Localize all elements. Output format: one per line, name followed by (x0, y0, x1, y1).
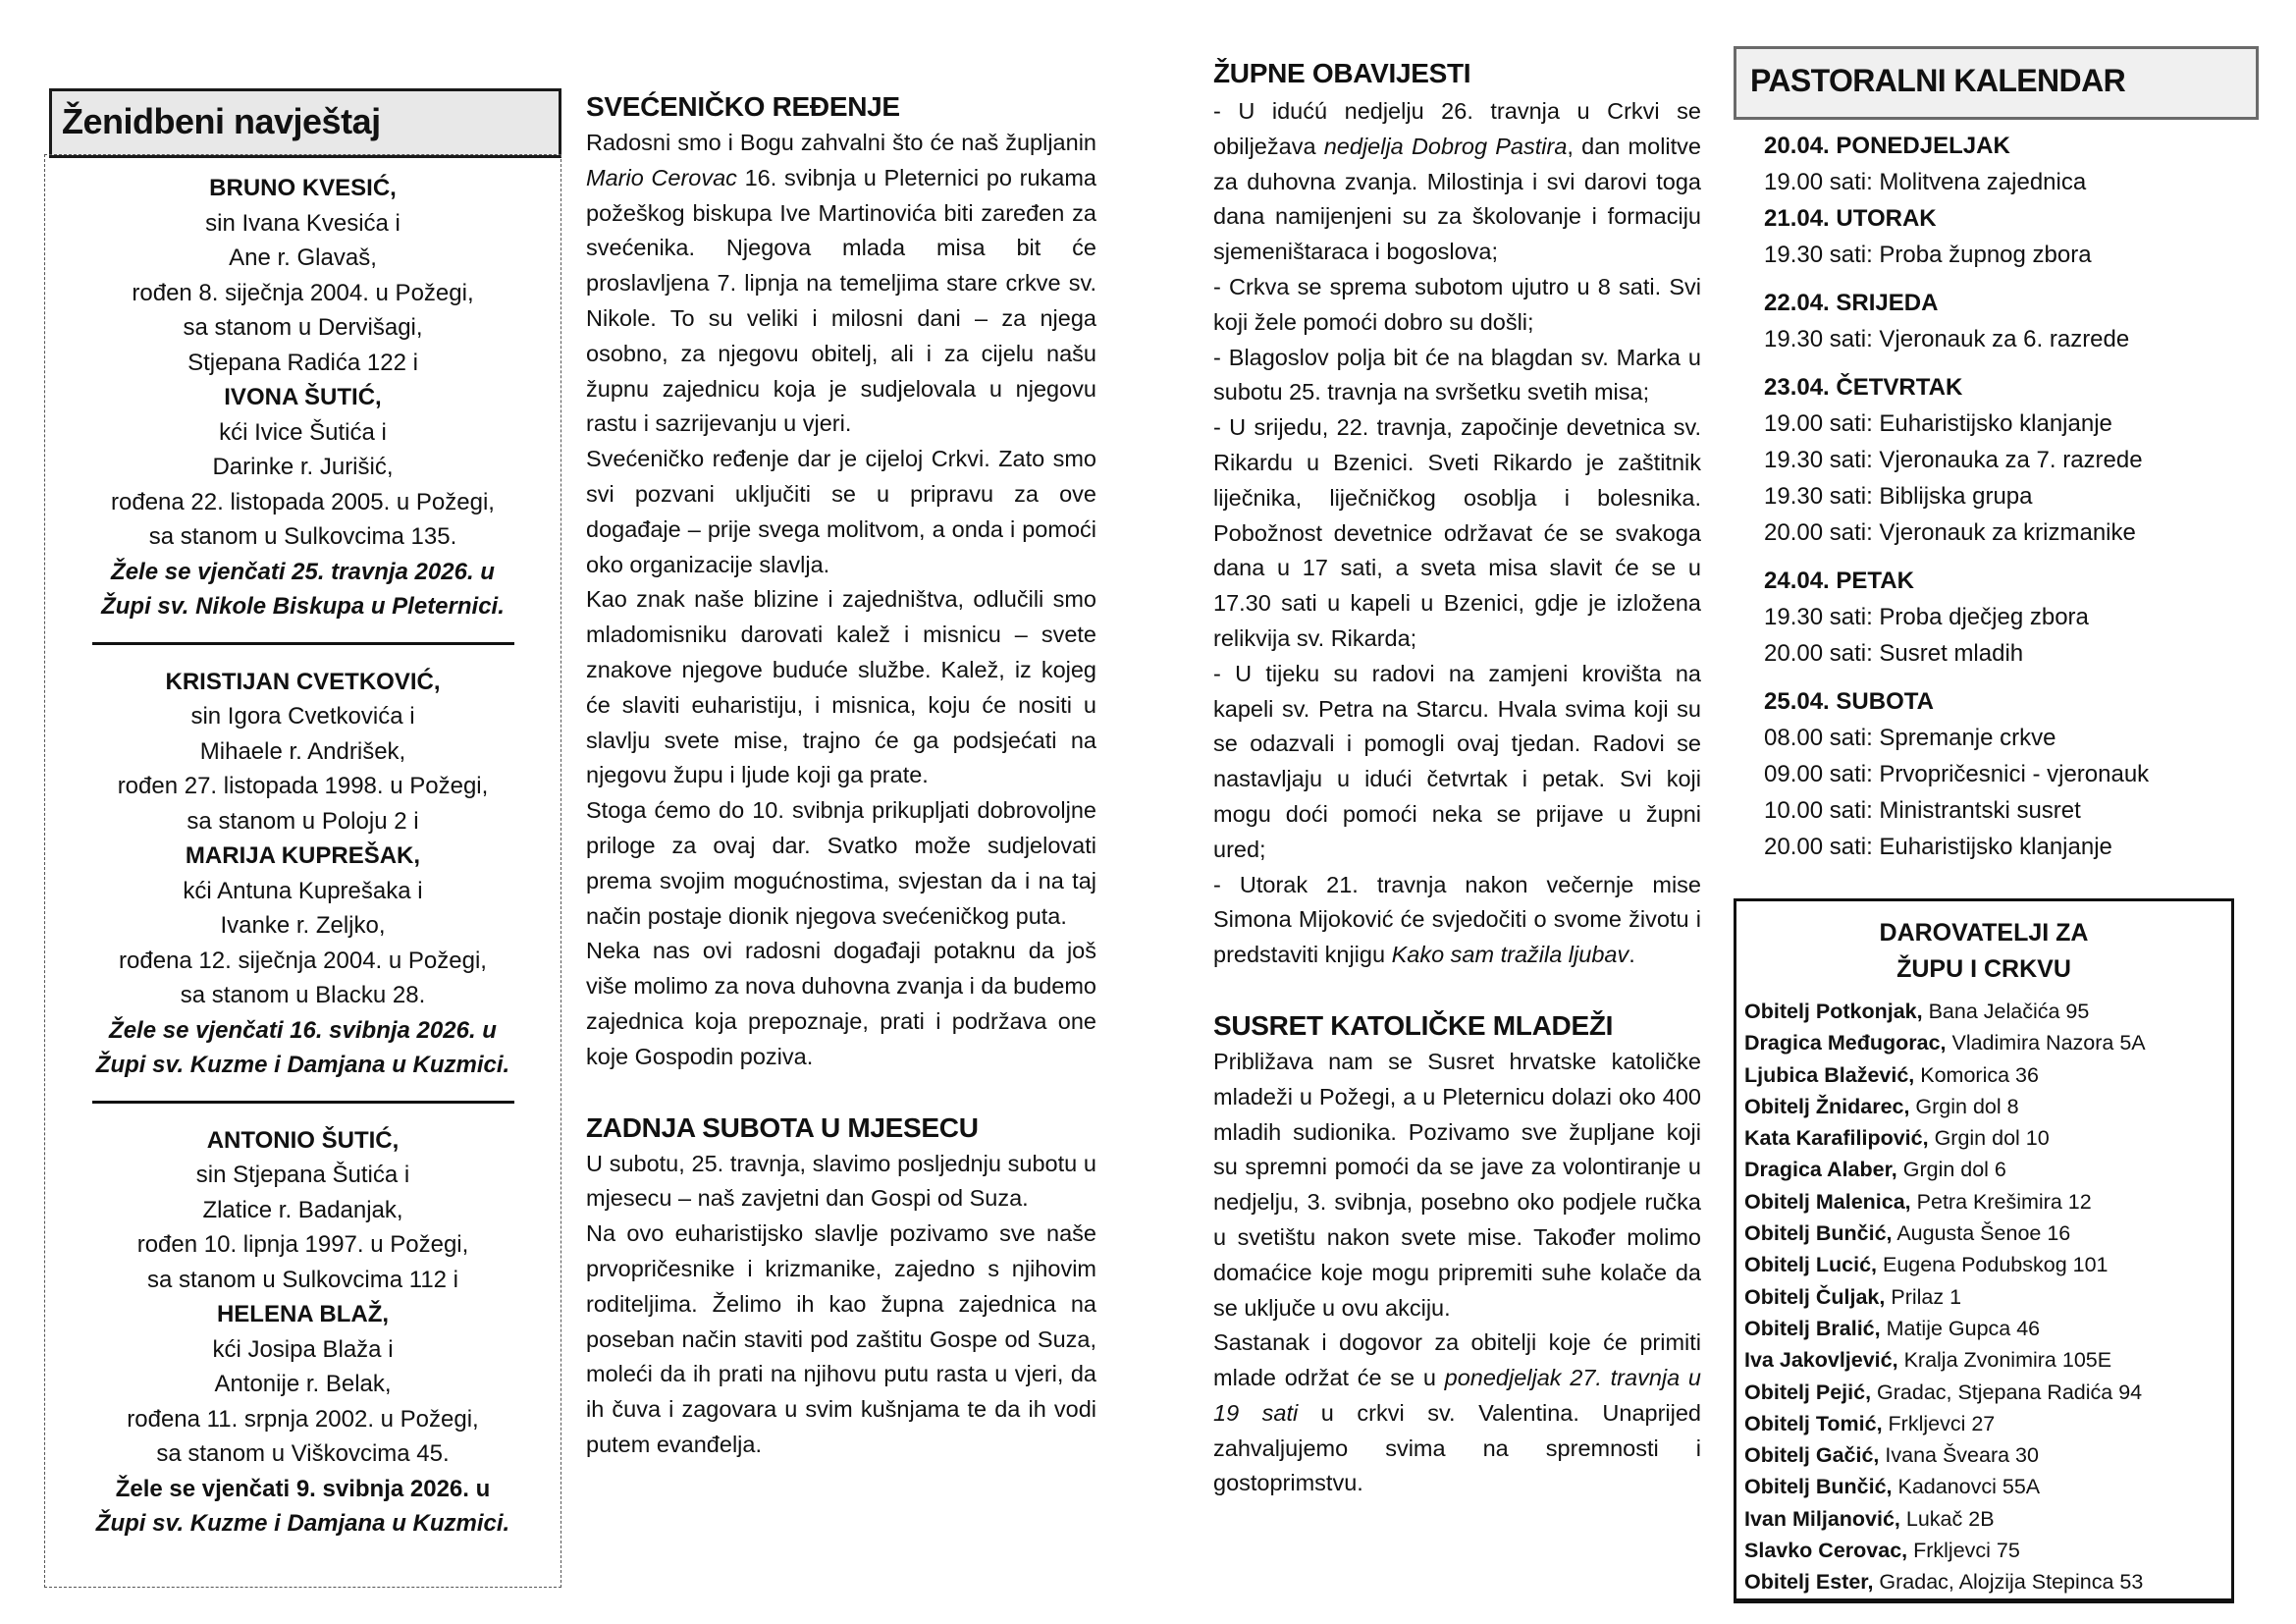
calendar-day (1764, 128, 2235, 200)
groom-line: sa stanom u Dervišagi, (183, 314, 423, 341)
groom-line: sin Igora Cvetkovića i (190, 703, 415, 730)
donor-address: Petra Krešimira 12 (1910, 1189, 2092, 1214)
youth-meeting-title: SUSRET KATOLIČKE MLADEŽI (1213, 1009, 1614, 1041)
groom-name: ANTONIO ŠUTIĆ, (206, 1126, 400, 1154)
donor-address: Bana Jelačića 95 (1922, 1000, 2090, 1023)
calendar-event: 19.00 sati: Euharistijsko klanjanje (1764, 410, 2112, 437)
parish-news-title: ŽUPNE OBAVIJESTI (1213, 58, 1471, 88)
bride-line: sa stanom u Sulkovcima 135. (148, 523, 457, 550)
donor-name: Obitelj Malenica, (1744, 1189, 1911, 1214)
ordination-paragraph: Neka nas ovi radosni događaji potaknu da još više molimo za nova duhovna zvanja i da budemo zajednica koja prepoznaje, prati i podržava one koje Gospodin poziva. (586, 938, 1096, 1069)
bride-name: MARIJA KUPREŠAK, (185, 842, 421, 869)
news-item (1213, 868, 1701, 973)
day-heading: 20.04. PONEDJELJAK (1764, 133, 2010, 159)
ordination-paragraph: Kao znak naše blizine i zajedništva, odlučili smo mladomisniku darovati kalež i misnicu – svete znakove njegove buduće službe. Kalež, iz kojeg će slaviti euharistiju, i misnica, koju će nositi u slavlju svete mise, trajno će ga podsjećati na njegovu župu i ljude koji ga prate. (586, 586, 1096, 788)
wedding-place-line: Župi sv. Kuzme i Damjana u Kuzmici. (95, 1510, 510, 1537)
spacer (1213, 973, 1701, 1007)
calendar-event: 20.00 sati: Susret mladih (1764, 640, 2024, 667)
calendar-event: 20.00 sati: Vjeronauk za krizmanike (1764, 519, 2136, 546)
text-span: - Utorak 21. travnja nakon večernje mise Simona Mijoković će svjedočiti o svome životu i predstaviti knjigu (1213, 871, 1701, 968)
donor-name: Obitelj Gačić, (1744, 1443, 1880, 1468)
text-span: 16. svibnja u Pleternici po rukama požeškog biskupa Ive Martinovića biti zaređen za svećenika. Njegova mlada misa bit će proslavljena 7. lipnja na temeljima stare crkve sv. Nikole. To su veliki i milosni dani – za njega osobno, za njegovu obitelj, ali i za cijelu našu župnu zajednicu koja je sudjelovala u njegovu rastu i sazrijevanju u vjeri. (586, 164, 1096, 437)
announcements-header-box (49, 88, 561, 158)
bride-name: IVONA ŠUTIĆ, (224, 384, 382, 410)
donor-item (1744, 1313, 2231, 1344)
donor-item (1744, 1218, 2231, 1249)
groom-line: rođen 27. listopada 1998. u Požegi, (117, 773, 489, 799)
calendar-event: 20.00 sati: Euharistijsko klanjanje (1764, 834, 2112, 860)
news-item: - U srijedu, 22. travnja, započinje devetnica sv. Rikardu u Bzenici. Sveti Rikardo je zaštitnik liječnika, liječničkog osoblja i bolesnika. Pobožnost devetnice održavat će se svakoga dana u 17 sati, a sveta misa slavit će se u 17.30 sati u kapeli u Bzenici, gdje je izložena relikvija sv. Rikarda; (1213, 414, 1701, 651)
donor-name: Obitelj Potkonjak, (1744, 1000, 1923, 1023)
donor-item (1744, 1249, 2231, 1280)
couple-entry (45, 665, 561, 1083)
donor-address: Eugena Podubskog 101 (1877, 1253, 2109, 1277)
title-line: DAROVATELJI ZA (1879, 919, 2089, 947)
calendar-event: 19.30 sati: Vjeronauka za 7. razrede (1764, 447, 2143, 473)
calendar-event: 09.00 sati: Prvopričesnici - vjeronauk (1764, 761, 2150, 787)
bride-line: Ivanke r. Zeljko, (220, 912, 386, 939)
announcements-title: Ženidbeni navještaj (62, 101, 381, 141)
groom-line: Zlatice r. Badanjak, (202, 1196, 403, 1223)
day-heading: 21.04. UTORAK (1764, 205, 1937, 232)
bride-line: Darinke r. Jurišić, (212, 454, 394, 480)
wedding-date-line: Žele se vjenčati 9. svibnja 2026. u (115, 1475, 491, 1502)
italic-span: nedjelja Dobrog Pastira (1323, 133, 1568, 159)
ordination-title: SVEĆENIČKO REĐENJE (586, 91, 900, 122)
donor-name: Obitelj Lucić, (1744, 1253, 1877, 1277)
bride-line: sa stanom u Viškovcima 45. (156, 1440, 450, 1467)
donor-item (1744, 1186, 2231, 1218)
calendar-event: 19.30 sati: Proba dječjeg zbora (1764, 604, 2089, 630)
ordination-paragraph (586, 126, 1096, 442)
bride-line: rođena 22. listopada 2005. u Požegi, (111, 488, 495, 515)
groom-line: rođen 8. siječnja 2004. u Požegi, (132, 279, 474, 306)
ordination-paragraph: Svećeničko ređenje dar je cijeloj Crkvi. Zato smo svi pozvani uključiti se u pripravu za ove događaje – prije svega molitvom, a onda i pomoći oko organizacije slavlja. (586, 446, 1096, 577)
donor-item (1744, 1535, 2231, 1566)
text-span: Sastanak i dogovor za obitelji koje će primiti mlade održat će se u (1213, 1329, 1701, 1391)
calendar-header-box (1734, 46, 2259, 120)
donor-item (1744, 1377, 2231, 1408)
text-span: Radosni smo i Bogu zahvalni što će naš župljanin (586, 130, 1096, 155)
groom-line: Stjepana Radića 122 i (187, 349, 418, 376)
donor-name: Obitelj Čuljak, (1744, 1284, 1886, 1309)
wedding-date-line: Žele se vjenčati 25. travnja 2026. u (111, 558, 495, 585)
donor-address: Komorica 36 (1914, 1062, 2039, 1087)
donors-title (1736, 915, 2231, 988)
donor-address: Grgin dol 8 (1909, 1094, 2019, 1118)
donor-name: Obitelj Pejić, (1744, 1380, 1872, 1404)
ordination-paragraph: Stoga ćemo do 10. svibnja prikupljati dobrovoljne priloge za ovaj dar. Svatko može sudjelovati prema svojim mogućnostima, svjestan da i na taj način postaje dionik njegova svećeničkog puta. (586, 797, 1096, 929)
calendar-event: 19.00 sati: Molitvena zajednica (1764, 169, 2087, 195)
donor-item (1744, 1281, 2231, 1313)
text-span: , dan molitve za duhovna zvanja. Milostinja i svi darovi toga dana namijenjeni su za školovanje i formaciju sjemeništaraca i bogoslova; (1213, 133, 1701, 265)
donor-name: Obitelj Bunčić, (1744, 1475, 1893, 1499)
donor-address: Frkljevci 27 (1882, 1411, 1996, 1435)
news-item (1213, 94, 1701, 270)
calendar-day (1764, 369, 2235, 551)
donor-item (1744, 1154, 2231, 1185)
donor-item (1744, 996, 2231, 1027)
calendar-event: 19.30 sati: Vjeronauk za 6. razrede (1764, 326, 2130, 352)
day-heading: 23.04. ČETVRTAK (1764, 374, 1963, 401)
donor-item (1744, 1439, 2231, 1471)
donor-address: Matije Gupca 46 (1880, 1316, 2041, 1340)
groom-line: sa stanom u Poloju 2 i (187, 807, 419, 835)
calendar-event: 08.00 sati: Spremanje crkve (1764, 725, 2056, 751)
text-span: . (1629, 942, 1635, 968)
announcements-dashed-box (44, 154, 561, 1588)
separator-line (92, 642, 514, 645)
groom-name: KRISTIJAN CVETKOVIĆ, (165, 668, 441, 695)
donor-item (1744, 1503, 2231, 1535)
youth-meeting-paragraph: Približava nam se Susret hrvatske katoličke mladeži u Požegi, a u Pleternicu dolazi oko 400 mladih sudionika. Pozivamo sve župljane koji su spremni pomoći da se jave za volontiranje u nedjelju, 3. svibnja, posebno oko podjele ručka u svetištu nakon svete mise. Također molimo domaćice koje mogu pripremiti suhe kolače da se uključe u ovu akciju. (1213, 1048, 1701, 1321)
text-span: - U idućú nedjelju 26. travnja u Crkvi se obilježava (1213, 98, 1701, 159)
couple-entry (45, 171, 561, 624)
donor-address: Gradac, Stjepana Radića 94 (1871, 1380, 2143, 1404)
calendar-title: PASTORALNI KALENDAR (1750, 63, 2126, 98)
calendar-day (1764, 563, 2235, 672)
donor-item (1744, 1566, 2231, 1597)
donor-item (1744, 1091, 2231, 1122)
donor-name: Obitelj Bralić, (1744, 1316, 1881, 1340)
wedding-place-line: Župi sv. Kuzme i Damjana u Kuzmici. (95, 1052, 510, 1078)
donors-box (1734, 898, 2234, 1603)
donor-address: Lukač 2B (1899, 1506, 1995, 1531)
calendar-day (1764, 200, 2235, 273)
couple-entry (45, 1123, 561, 1542)
groom-line: Mihaele r. Andrišek, (199, 737, 406, 765)
bride-line: kći Ivice Šutića i (219, 418, 387, 446)
donor-name: Kata Karafilipović, (1744, 1126, 1929, 1151)
column-ordination (586, 88, 1096, 1463)
bride-line: kći Antuna Kuprešaka i (183, 877, 423, 904)
donor-name: Dragica Međugorac, (1744, 1031, 1947, 1056)
donor-name: Obitelj Ester, (1744, 1570, 1874, 1595)
calendar-event: 19.30 sati: Proba župnog zbora (1764, 242, 2092, 268)
last-saturday-paragraph: Na ovo euharistijsko slavlje pozivamo sve naše prvopričesnike i krizmanike, zajedno s njihovim roditeljima. Želimo ih kao župna zajednica na poseban način staviti pod zaštitu Gospe od Suza, moleći da ih prati na njihovu putu rasta u vjeri, da ih čuva i zagovara u svim kušnjama te da ih vodi putem evanđelja. (586, 1220, 1096, 1457)
wedding-date-line: Žele se vjenčati 16. svibnja 2026. u (109, 1016, 497, 1044)
donor-address: Kadanovci 55A (1892, 1475, 2041, 1499)
donor-address: Augusta Šenoe 16 (1892, 1221, 2071, 1246)
donor-name: Obitelj Bunčić, (1744, 1221, 1893, 1246)
donor-name: Slavko Cerovac, (1744, 1539, 1908, 1563)
book-title: Kako sam tražila ljubav (1391, 942, 1629, 968)
italic-span: ponedjeljak 27. travnja u 19 sati (1213, 1365, 1701, 1426)
donor-item (1744, 1122, 2231, 1154)
donor-address: Frkljevci 75 (1907, 1539, 2020, 1563)
separator-line (92, 1101, 514, 1104)
news-item: - Blagoslov polja bit će na blagdan sv. Marka u subotu 25. travnja na svršetku svetih misa; (1213, 344, 1701, 406)
donor-name: Ljubica Blažević, (1744, 1062, 1915, 1087)
day-heading: 22.04. SRIJEDA (1764, 290, 1939, 316)
youth-meeting-paragraph (1213, 1326, 1701, 1501)
bride-line: sa stanom u Blacku 28. (180, 982, 426, 1008)
donor-address: Gradac, Alojzija Stepinca 53 (1873, 1570, 2144, 1595)
groom-line: sa stanom u Sulkovcima 112 i (146, 1266, 459, 1293)
last-saturday-title: ZADNJA SUBOTA U MJESECU (586, 1111, 979, 1143)
bride-line: Antonije r. Belak, (214, 1371, 392, 1397)
donor-name: Ivan Miljanović, (1744, 1506, 1900, 1531)
day-heading: 25.04. SUBOTA (1764, 688, 1934, 715)
donor-item (1744, 1027, 2231, 1058)
donor-item (1744, 1471, 2231, 1502)
ordinand-name: Mario Cerovac (586, 164, 737, 190)
column-parish-news (1213, 55, 1701, 1501)
groom-line: sin Stjepana Šutića i (195, 1162, 410, 1188)
donor-address: Grgin dol 6 (1896, 1158, 2006, 1182)
day-heading: 24.04. PETAK (1764, 568, 1914, 594)
bride-line: rođena 12. siječnja 2004. u Požegi, (119, 947, 487, 974)
groom-name: BRUNO KVESIĆ, (209, 175, 397, 201)
donor-address: Prilaz 1 (1885, 1284, 1962, 1309)
groom-line: rođen 10. lipnja 1997. u Požegi, (136, 1231, 469, 1258)
donor-address: Kralja Zvonimira 105E (1897, 1348, 2112, 1373)
last-saturday-paragraph: U subotu, 25. travnja, slavimo posljednju subotu u mjesecu – naš zavjetni dan Gospi od Suza. (586, 1150, 1096, 1212)
bride-line: rođena 11. srpnja 2002. u Požegi, (127, 1405, 479, 1433)
wedding-place-line: Župi sv. Nikole Biskupa u Pleternici. (101, 593, 505, 620)
donor-item (1744, 1344, 2231, 1376)
donor-name: Obitelj Žnidarec, (1744, 1094, 1910, 1118)
donor-address: Grgin dol 10 (1928, 1126, 2050, 1151)
marriage-banns-list (45, 155, 561, 1542)
spacer (586, 1075, 1096, 1110)
bride-name: HELENA BLAŽ, (216, 1301, 390, 1327)
news-item: - Crkva se sprema subotom ujutro u 8 sati. Svi koji žele pomoći dobro su došli; (1213, 273, 1701, 335)
bride-line: kći Josipa Blaža i (212, 1335, 394, 1363)
donor-address: Vladimira Nazora 5A (1946, 1031, 2146, 1056)
donor-name: Obitelj Tomić, (1744, 1411, 1883, 1435)
title-line: ŽUPU I CRKVU (1896, 955, 2071, 983)
calendar-event: 19.30 sati: Biblijska grupa (1764, 483, 2033, 510)
donors-list (1736, 996, 2231, 1598)
groom-line: Ane r. Glavaš, (229, 244, 377, 271)
news-item: - U tijeku su radovi na zamjeni krovišta na kapeli sv. Petra na Starcu. Hvala svima koji su se odazvali i pomogli ovaj tjedan. Radovi se nastavljaju u idući četvrtak i petak. Svi koji mogu doći pomoći neka se prijave u župni ured; (1213, 660, 1701, 862)
calendar-day (1764, 683, 2235, 865)
calendar-day (1764, 285, 2235, 357)
calendar-list (1764, 128, 2235, 877)
donor-address: Ivana Šveara 30 (1879, 1443, 2039, 1468)
donor-item (1744, 1059, 2231, 1091)
donor-name: Dragica Alaber, (1744, 1158, 1897, 1182)
text-span: u crkvi sv. Valentina. Unaprijed zahvaljujemo svima na spremnosti i gostoprimstvu. (1213, 1399, 1701, 1496)
donor-item (1744, 1408, 2231, 1439)
donor-name: Iva Jakovljević, (1744, 1348, 1898, 1373)
groom-line: sin Ivana Kvesića i (205, 209, 400, 237)
calendar-event: 10.00 sati: Ministrantski susret (1764, 797, 2081, 824)
